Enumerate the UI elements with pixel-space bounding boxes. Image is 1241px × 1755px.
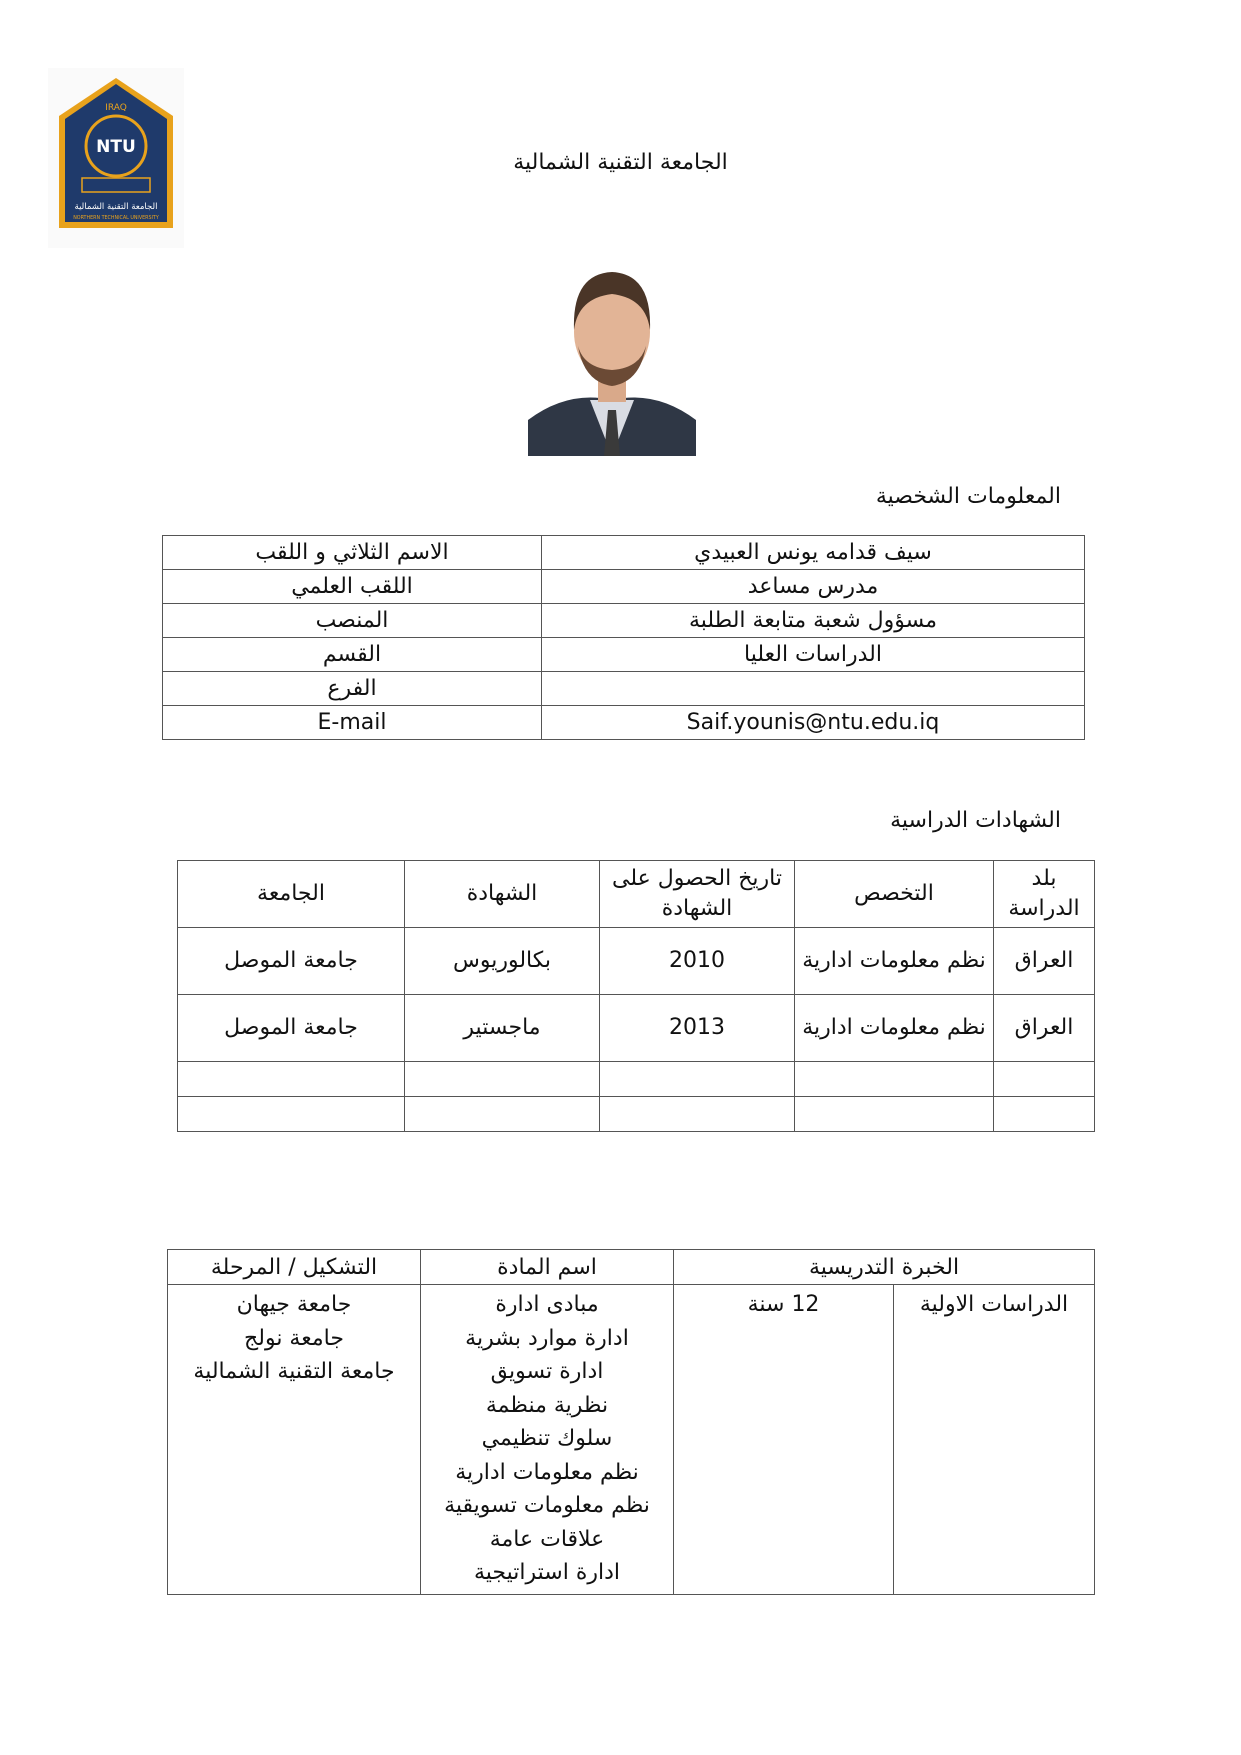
empty-cell — [178, 1097, 405, 1132]
table-row — [163, 536, 1085, 570]
degree-university: جامعة الموصل — [178, 928, 405, 995]
header-specialization: التخصص — [795, 861, 994, 928]
degree-name: بكالوريوس — [405, 928, 600, 995]
teaching-experience-table — [167, 1249, 1095, 1595]
list-item: علاقات عامة — [489, 1526, 605, 1552]
table-row — [163, 638, 1085, 672]
list-item: نظم معلومات تسويقية — [444, 1493, 650, 1518]
experience-years: 12 سنة — [674, 1285, 894, 1595]
empty-cell — [178, 1062, 405, 1097]
department-value: الدراسات العليا — [542, 638, 1085, 672]
degree-specialization: نظم معلومات ادارية — [795, 928, 994, 995]
header-subject: اسم المادة — [421, 1250, 674, 1285]
list-item: جامعة نولج — [244, 1325, 344, 1351]
header-university: الجامعة — [178, 861, 405, 928]
degree-university: جامعة الموصل — [178, 995, 405, 1062]
table-row — [178, 928, 1095, 995]
header-experience: الخبرة التدريسية — [674, 1250, 1095, 1285]
list-item: ادارة استراتيجية — [474, 1560, 620, 1585]
position-label: المنصب — [163, 604, 542, 638]
list-item: جامعة التقنية الشمالية — [193, 1359, 395, 1384]
list-item: نظم معلومات ادارية — [455, 1459, 639, 1485]
study-level: الدراسات الاولية — [894, 1285, 1095, 1595]
table-header-row — [178, 861, 1095, 928]
table-row — [163, 570, 1085, 604]
branch-label: الفرع — [163, 672, 542, 706]
degree-date: 2013 — [600, 995, 795, 1062]
full-name-label: الاسم الثلاثي و اللقب — [163, 536, 542, 570]
degree-specialization: نظم معلومات ادارية — [795, 995, 994, 1062]
empty-cell — [600, 1097, 795, 1132]
list-item: سلوك تنظيمي — [481, 1426, 613, 1451]
logo-initials: NTU — [96, 137, 136, 157]
academic-title-value: مدرس مساعد — [542, 570, 1085, 604]
empty-row — [178, 1062, 1095, 1097]
table-row — [163, 672, 1085, 706]
personal-info-table — [162, 535, 1085, 740]
list-item: جامعة جيهان — [236, 1292, 352, 1317]
logo-top-text: IRAQ — [105, 103, 127, 113]
empty-cell — [405, 1062, 600, 1097]
degree-country: العراق — [994, 995, 1095, 1062]
degrees-table — [177, 860, 1095, 1132]
list-item: ادارة موارد بشرية — [465, 1325, 629, 1351]
empty-cell — [994, 1062, 1095, 1097]
profile-photo — [528, 250, 696, 456]
header-degree: الشهادة — [405, 861, 600, 928]
empty-cell — [405, 1097, 600, 1132]
empty-cell — [994, 1097, 1095, 1132]
page-title: الجامعة التقنية الشمالية — [513, 150, 728, 175]
table-header-row — [168, 1250, 1095, 1285]
department-label: القسم — [163, 638, 542, 672]
full-name-value: سيف قدامه يونس العبيدي — [542, 536, 1085, 570]
list-item: نظرية منظمة — [485, 1392, 609, 1418]
email-value: Saif.younis@ntu.edu.iq — [542, 706, 1085, 740]
academic-title-label: اللقب العلمي — [163, 570, 542, 604]
logo-english-name: NORTHERN TECHNICAL UNIVERSITY — [73, 216, 159, 221]
header-country: بلد الدراسة — [994, 861, 1095, 928]
personal-info-title: المعلومات الشخصية — [875, 484, 1061, 509]
branch-value — [542, 672, 1085, 706]
degrees-title: الشهادات الدراسية — [890, 808, 1061, 833]
table-row — [178, 995, 1095, 1062]
degree-name: ماجستير — [405, 995, 600, 1062]
table-row — [163, 604, 1085, 638]
degree-date: 2010 — [600, 928, 795, 995]
subjects-list — [421, 1285, 674, 1595]
header-formation: التشكيل / المرحلة — [168, 1250, 421, 1285]
degree-country: العراق — [994, 928, 1095, 995]
position-value: مسؤول شعبة متابعة الطلبة — [542, 604, 1085, 638]
empty-cell — [795, 1062, 994, 1097]
empty-cell — [795, 1097, 994, 1132]
table-row — [168, 1285, 1095, 1595]
header-date: تاريخ الحصول على الشهادة — [600, 861, 795, 928]
list-item: مبادى ادارة — [495, 1292, 599, 1317]
table-row — [163, 706, 1085, 740]
logo-arabic-name: الجامعة التقنية الشمالية — [74, 202, 158, 212]
empty-row — [178, 1097, 1095, 1132]
formations-list — [168, 1285, 421, 1595]
email-label: E-mail — [163, 706, 542, 740]
empty-cell — [600, 1062, 795, 1097]
list-item: ادارة تسويق — [490, 1359, 604, 1384]
